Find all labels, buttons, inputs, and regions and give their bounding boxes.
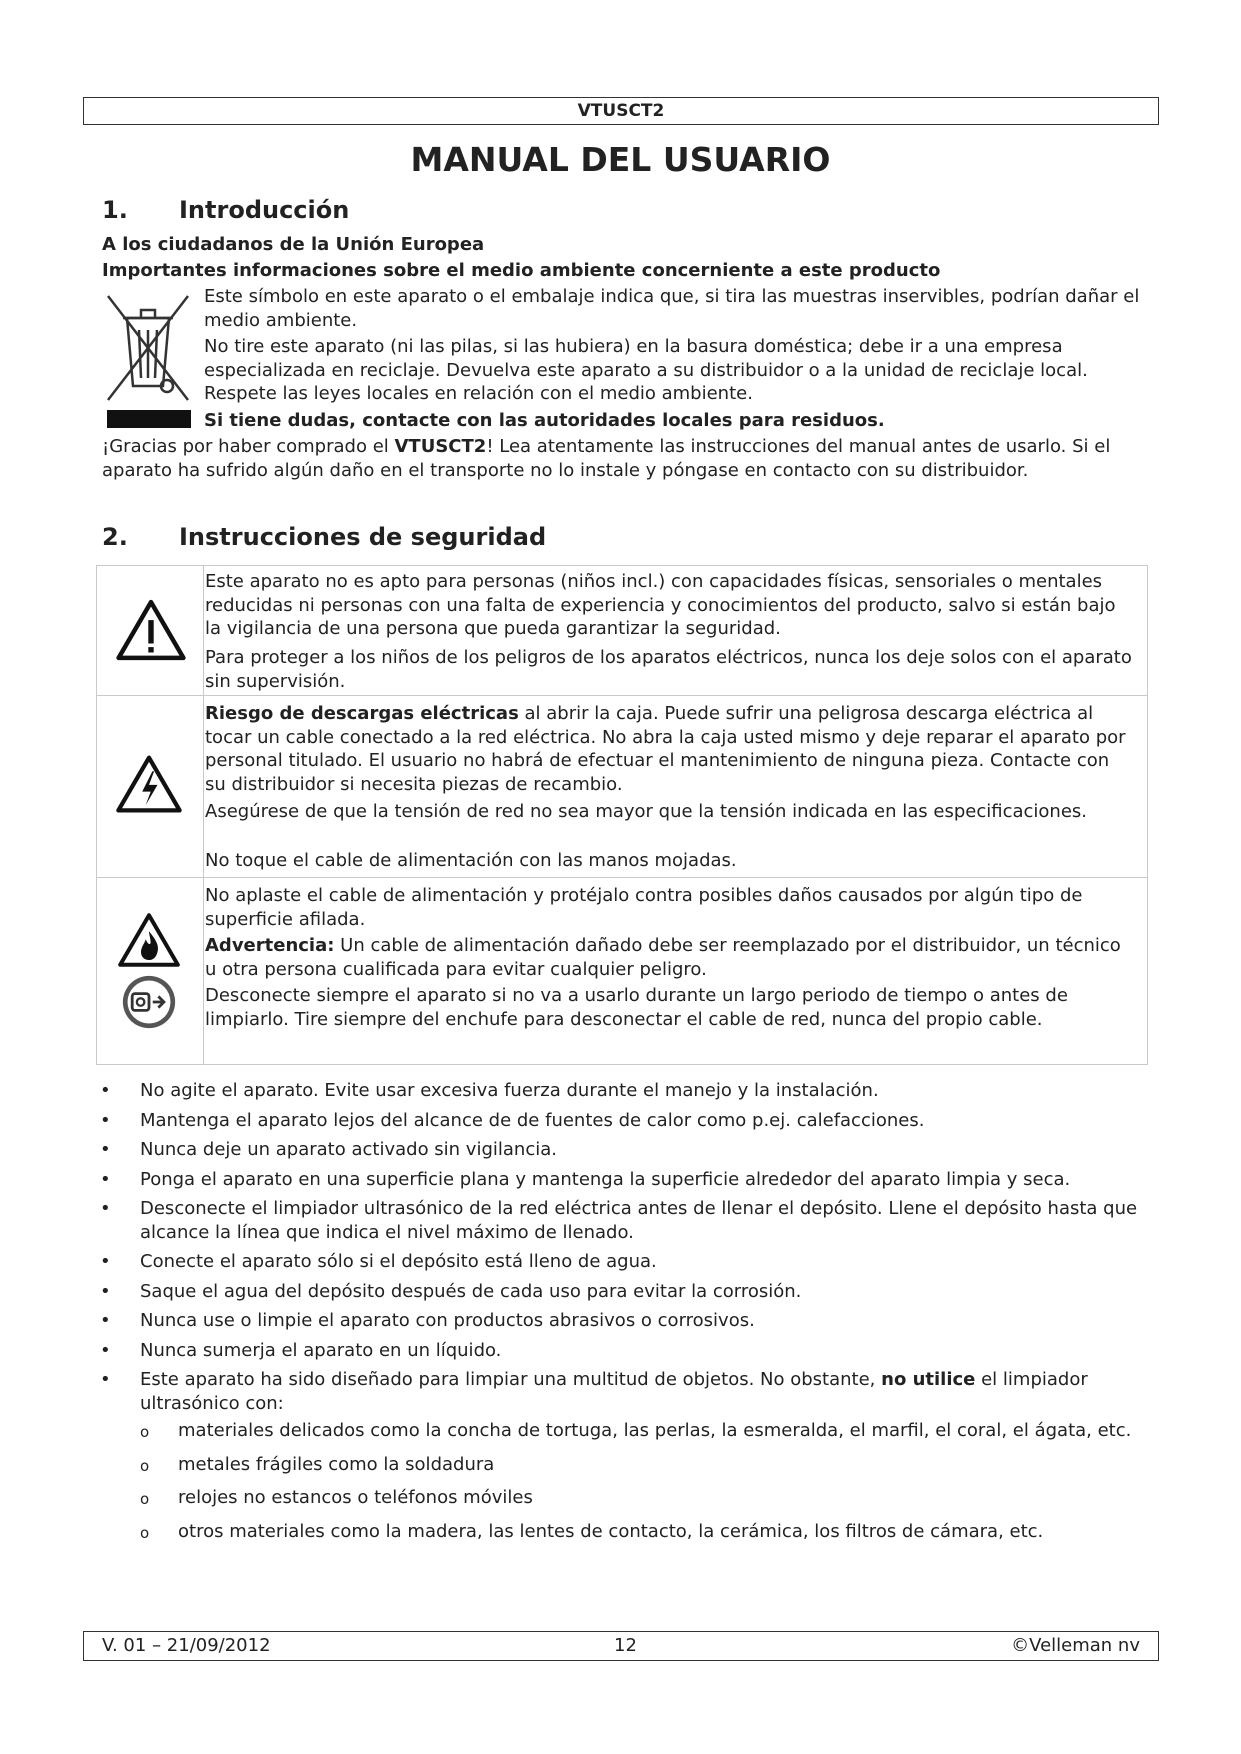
- list-item: • Ponga el aparato en una superficie plana y mantenga la superficie alrededor del aparato limpia y seca.: [100, 1168, 1150, 1192]
- safety-icon-cell: [97, 878, 204, 1064]
- thanks-paragraph: [102, 435, 1142, 482]
- list-item: • Nunca sumerja el aparato en un líquido.: [100, 1339, 1150, 1363]
- header-model: VTUSCT2: [577, 101, 665, 121]
- list-item: • Desconecte el limpiador ultrasónico de la red eléctrica antes de llenar el depósito. Llene el depósito hasta que alcance la línea que indica el nivel máximo de llenado.: [100, 1197, 1150, 1244]
- section-1-number: 1.: [102, 196, 128, 224]
- list-item: • Nunca use o limpie el aparato con productos abrasivos o corrosivos.: [100, 1309, 1150, 1333]
- section-1-heading: [102, 196, 349, 224]
- electric-risk-text: al abrir la caja. Puede sufrir una peligrosa descarga eléctrica al tocar un cable conectado a la red eléctrica. No abra la caja usted mismo y deje reparar el aparato por personal titulado. El usuario no habrá de efectuar el mantenimiento de ninguna pieza. Contacte con su distribuidor si necesita piezas de recambio.: [205, 703, 1126, 795]
- list-item: • Saque el agua del depósito después de cada uso para evitar la corrosión.: [100, 1280, 1150, 1304]
- section-2-title: Instrucciones de seguridad: [179, 523, 547, 551]
- list-item: • Nunca deje un aparato activado sin vigilancia.: [100, 1138, 1150, 1162]
- env-heading: Importantes informaciones sobre el medio ambiente concerniente a este producto: [102, 260, 941, 281]
- header-model-box: [83, 97, 1159, 125]
- section-2-heading: [102, 523, 546, 551]
- weee-paragraph-2: No tire este aparato (ni las pilas, si las hubiera) en la basura doméstica; debe ir a una empresa especializada en reciclaje. Devuelva este aparato a su distribuidor o a la unidad de reciclaje local. Respete las leyes locales en relación con el medio ambiente.: [204, 336, 1088, 404]
- eu-heading: A los ciudadanos de la Unión Europea: [102, 234, 485, 255]
- not-use-post: el limpiador ultrasónico con:: [140, 1369, 1088, 1414]
- fire-hazard-icon: [117, 912, 181, 968]
- safety-general-text-2: Para proteger a los niños de los peligros de los aparatos eléctricos, nunca los deje solos con el aparato sin supervisión.: [205, 647, 1132, 692]
- sub-list-item: o relojes no estancos o teléfonos móviles: [140, 1486, 1150, 1510]
- safety-icon-cell: [97, 696, 204, 877]
- safety-table: [96, 565, 1148, 1065]
- safety-electric-text-2: Asegúrese de que la tensión de red no sea mayor que la tensión indicada en las especificaciones.: [205, 801, 1087, 822]
- safety-cable-text-2: [205, 934, 1135, 981]
- safety-bullet-list: [100, 1079, 1150, 1553]
- section-2-number: 2.: [102, 523, 128, 551]
- safety-row-cable: [97, 878, 1147, 1064]
- electric-shock-icon: [115, 754, 183, 814]
- safety-row-general: [97, 566, 1147, 696]
- sub-list-item: o metales frágiles como la soldadura: [140, 1453, 1150, 1477]
- thanks-model: VTUSCT2: [394, 436, 487, 457]
- weee-contact-note: Si tiene dudas, contacte con las autoridades locales para residuos.: [204, 410, 885, 431]
- unplug-icon: [121, 974, 177, 1030]
- footer: [83, 1631, 1159, 1661]
- warning-triangle-icon: [115, 598, 187, 662]
- safety-row-electric: [97, 696, 1147, 878]
- list-item: • No agite el aparato. Evite usar excesiva fuerza durante el manejo y la instalación.: [100, 1079, 1150, 1103]
- list-item-not-use: [100, 1368, 1150, 1543]
- warning-text: Un cable de alimentación dañado debe ser reemplazado por el distribuidor, un técnico u otra persona cualificada para evitar cualquier peligro.: [205, 935, 1121, 980]
- safety-electric-text-3: No toque el cable de alimentación con las manos mojadas.: [205, 850, 737, 871]
- warning-label: Advertencia:: [205, 935, 335, 956]
- thanks-pre: ¡Gracias por haber comprado el: [102, 436, 395, 457]
- safety-electric-text-1: [205, 702, 1135, 796]
- thanks-post: ! Lea atentamente las instrucciones del manual antes de usarlo. Si el aparato ha sufrido algún daño en el transporte no lo instale y póngase en contacto con su distribuidor.: [102, 436, 1111, 481]
- safety-cable-text-1: No aplaste el cable de alimentación y protéjalo contra posibles daños causados por algún tipo de superficie afilada.: [205, 885, 1083, 930]
- footer-copyright: ©Velleman nv: [1011, 1635, 1140, 1656]
- electric-risk-label: Riesgo de descargas eléctricas: [205, 703, 519, 724]
- not-use-bold: no utilice: [881, 1369, 976, 1390]
- safety-general-text-1: Este aparato no es apto para personas (niños incl.) con capacidades físicas, sensoriales o mentales reducidas ni personas con una falta de experiencia y conocimientos del producto, salvo si están bajo la vigilancia de una persona que pueda garantizar la seguridad.: [205, 571, 1116, 639]
- crossed-bin-icon: [105, 288, 191, 430]
- safety-cable-text-3: Desconecte siempre el aparato si no va a usarlo durante un largo periodo de tiempo o antes de limpiarlo. Tire siempre del enchufe para desconectar el cable de red, nunca del propio cable.: [205, 985, 1068, 1030]
- list-item: • Mantenga el aparato lejos del alcance de de fuentes de calor como p.ej. calefacciones.: [100, 1109, 1150, 1133]
- not-use-pre: Este aparato ha sido diseñado para limpiar una multitud de objetos. No obstante,: [140, 1369, 882, 1390]
- footer-page-number: 12: [614, 1635, 637, 1656]
- section-1-title: Introducción: [179, 196, 350, 224]
- not-use-sublist: [140, 1419, 1150, 1543]
- sub-list-item: o materiales delicados como la concha de tortuga, las perlas, la esmeralda, el marfil, el coral, el ágata, etc.: [140, 1419, 1150, 1443]
- sub-list-item: o otros materiales como la madera, las lentes de contacto, la cerámica, los filtros de cámara, etc.: [140, 1520, 1150, 1544]
- safety-icon-cell: [97, 566, 204, 695]
- list-item: • Conecte el aparato sólo si el depósito está lleno de agua.: [100, 1250, 1150, 1274]
- footer-version: V. 01 – 21/09/2012: [102, 1635, 271, 1656]
- weee-paragraph-1: Este símbolo en este aparato o el embalaje indica que, si tira las muestras inservibles, podrían dañar el medio ambiente.: [204, 286, 1140, 331]
- page-title: MANUAL DEL USUARIO: [410, 140, 831, 179]
